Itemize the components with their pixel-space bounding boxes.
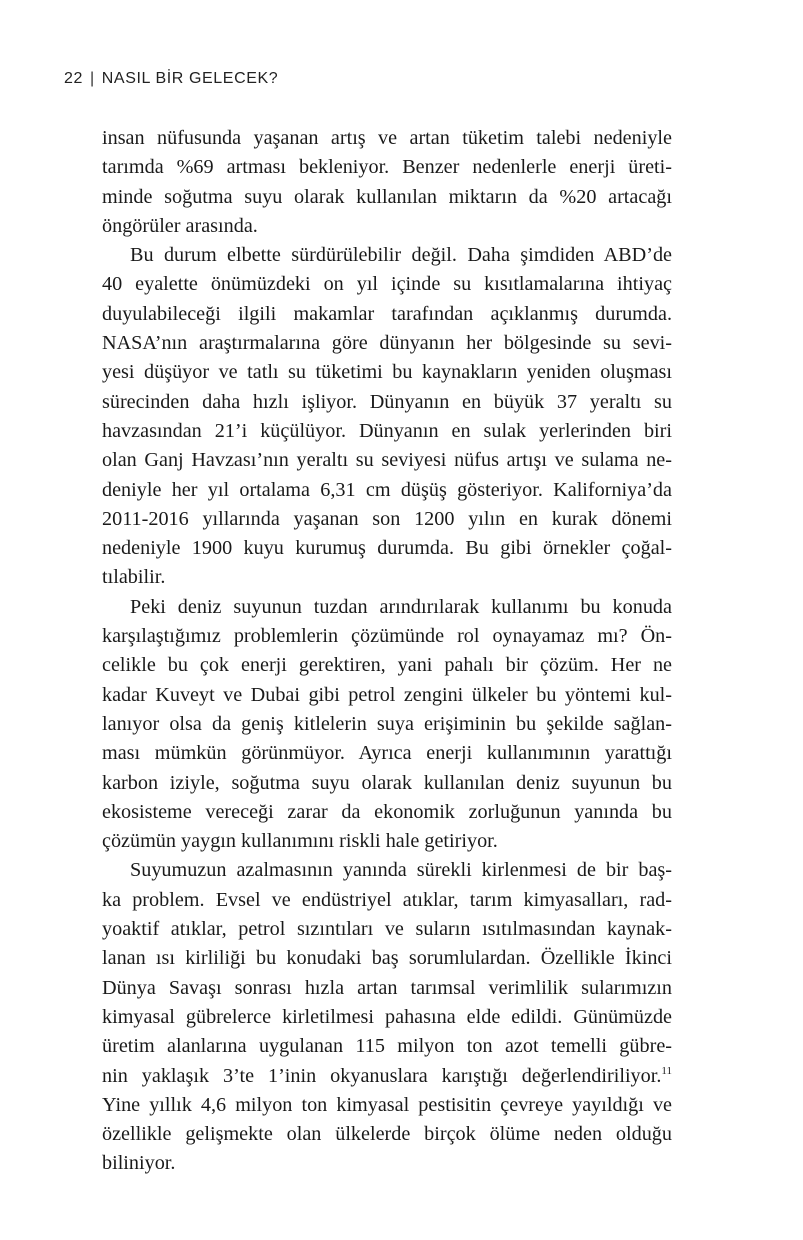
text-line: üretim alanlarına uygulanan 115 milyon ton azot temelli gübre-	[102, 1035, 672, 1058]
text-line: deniyle her yıl ortalama 6,31 cm düşüş gösteriyor. Kaliforniya’da	[102, 478, 672, 501]
paragraph	[102, 593, 672, 857]
text-line: insan nüfusunda yaşanan artış ve artan tüketim talebi nedeniyle	[102, 127, 672, 149]
text-line: minde soğutma suyu olarak kullanılan miktarın da %20 artacağı	[102, 185, 672, 208]
text-line: duyulabileceği ilgili makamlar tarafından açıklanmış durumda.	[102, 302, 672, 325]
paragraph	[102, 856, 672, 1178]
text-line: Peki deniz suyunun tuzdan arındırılarak kullanımı bu konuda	[130, 595, 672, 618]
text-line: Suyumuzun azalmasının yanında sürekli kirlenmesi de bir baş-	[130, 859, 672, 882]
text-line: sürecinden daha hızlı işliyor. Dünyanın en büyük 37 yeraltı su	[102, 390, 672, 413]
text-line: 40 eyalette önümüzdeki on yıl içinde su kısıtlamalarına ihtiyaç	[102, 273, 672, 296]
text-line: kadar Kuveyt ve Dubai gibi petrol zengini ülkeler bu yöntemi kul-	[102, 683, 672, 706]
text-line: 2011-2016 yıllarında yaşanan son 1200 yılın en kurak dönemi	[102, 507, 672, 530]
paragraph	[102, 124, 672, 241]
body-text	[102, 124, 672, 1179]
text-line: çözümün yaygın kullanımını riskli hale getiriyor.	[102, 830, 498, 853]
text-line: ekosisteme vereceği zarar da ekonomik zorluğunun yanında bu	[102, 800, 672, 823]
text-line: karşılaştığımız problemlerin çözümünde rol oynayamaz mı? Ön-	[102, 625, 672, 648]
book-title: NASIL BİR GELECEK?	[101, 70, 279, 87]
page-number: 22	[64, 70, 83, 87]
text-line: tılabilir.	[102, 566, 166, 589]
text-line: celikle bu çok enerji gerektiren, yani pahalı bir çözüm. Her ne	[102, 654, 672, 677]
text-line: biliniyor.	[102, 1152, 176, 1175]
text-line: yesi düşüyor ve tatlı su tüketimi bu kaynakların yeniden oluşması	[102, 361, 672, 384]
text-line: Bu durum elbette sürdürülebilir değil. Daha şimdiden ABD’de	[130, 244, 672, 267]
text-line: ka problem. Evsel ve endüstriyel atıklar, tarım kimyasalları, rad-	[102, 888, 672, 911]
text-line: tarımda %69 artması bekleniyor. Benzer nedenlerle enerji üreti-	[102, 156, 672, 179]
text-line: NASA’nın araştırmalarına göre dünyanın her bölgesinde su sevi-	[102, 332, 672, 355]
text-line: öngörüler arasında.	[102, 214, 258, 237]
paragraph	[102, 241, 672, 593]
text-line: karbon iziyle, soğutma suyu olarak kullanılan deniz suyunun bu	[102, 771, 672, 794]
text-line: lanıyor olsa da geniş kitlelerin suya erişiminin bu şekilde sağlan-	[102, 712, 672, 735]
text-line: Yine yıllık 4,6 milyon ton kimyasal pestisitin çevreye yayıldığı ve	[102, 1093, 672, 1116]
header-separator: |	[90, 70, 95, 87]
text-line: yoaktif atıklar, petrol sızıntıları ve suların ısıtılmasından kaynak-	[102, 918, 672, 941]
footnote-reference[interactable]: 11	[661, 1064, 672, 1077]
text-line: nedeniyle 1900 kuyu kurumuş durumda. Bu gibi örnekler çoğal-	[102, 537, 672, 560]
text-line: kimyasal gübrelerce kirletilmesi pahasına elde edildi. Günümüzde	[102, 1005, 672, 1028]
text-line: nin yaklaşık 3’te 1’inin okyanuslara karıştığı değerlendiriliyor.$^{11}$	[102, 1064, 672, 1087]
text-line: ması mümkün görünmüyor. Ayrıca enerji kullanımının yarattığı	[102, 742, 672, 765]
text-line: lanan ısı kirliliği bu konudaki baş sorumlulardan. Özellikle İkinci	[102, 947, 672, 970]
text-line: havzasından 21’i küçülüyor. Dünyanın en sulak yerlerinden biri	[102, 419, 672, 442]
text-line: olan Ganj Havzası’nın yeraltı su seviyesi nüfus artışı ve sulama ne-	[102, 449, 672, 472]
text-line: Dünya Savaşı sonrası hızla artan tarımsal verimlilik sularımızın	[102, 976, 672, 999]
running-head	[64, 67, 278, 91]
text-line: özellikle gelişmekte olan ülkelerde birçok ölüme neden olduğu	[102, 1123, 672, 1146]
